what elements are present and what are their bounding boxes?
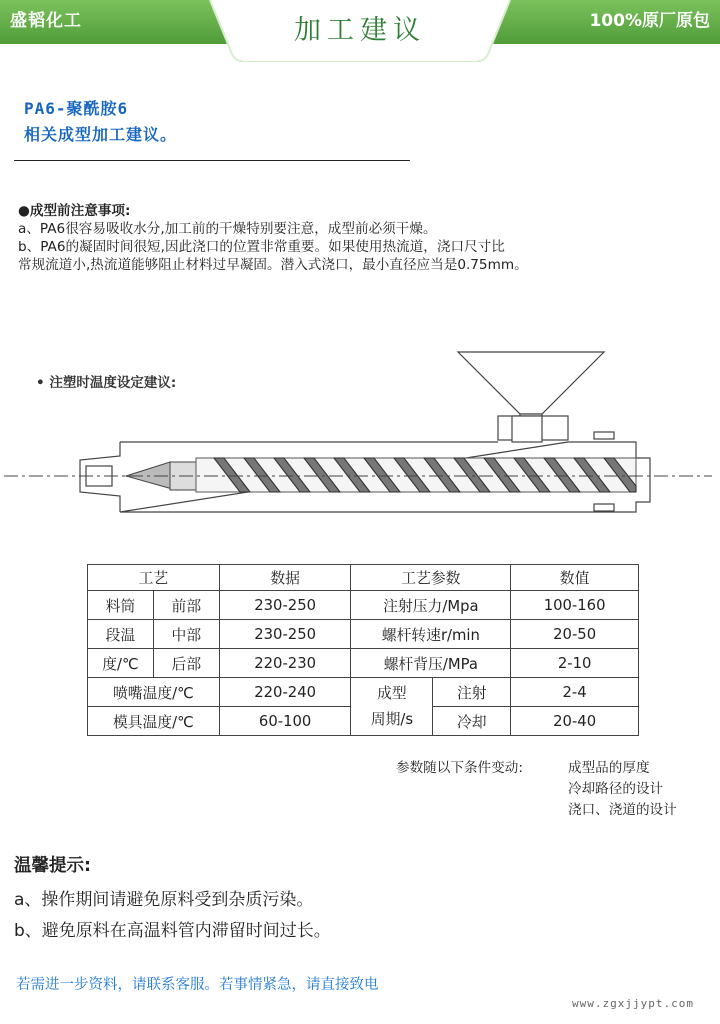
table-row — [88, 649, 639, 678]
intro-subtitle: 相关成型加工建议。 — [24, 125, 178, 144]
condition-item: 浇口、浇道的设计 — [568, 802, 677, 818]
data-cell: 230-250 — [219, 620, 351, 649]
param-cell: 螺杆转速r/min — [351, 620, 511, 649]
temperature-setting-label: • 注塑时温度设定建议: — [36, 375, 177, 391]
conditions-label: 参数随以下条件变动: — [396, 760, 523, 776]
original-package-badge: 100%原厂原包 — [589, 11, 710, 31]
note-b-line1: b、PA6的凝固时间很短,因此浇口的位置非常重要。如果使用热流道，浇口尺寸比 — [18, 239, 505, 255]
table-row — [88, 591, 639, 620]
barrel-label-2: 段温 — [88, 620, 154, 649]
tips-heading: 温馨提示: — [14, 856, 91, 876]
nozzle-temp-data: 220-240 — [219, 678, 351, 707]
header-data: 数据 — [219, 565, 351, 591]
screw-flights — [196, 458, 636, 492]
barrel-label-1: 料筒 — [88, 591, 154, 620]
page-title: 加工建议 — [294, 15, 426, 46]
zone-cell: 前部 — [153, 591, 219, 620]
cycle-label-line1: 成型 — [377, 684, 407, 702]
cycle-value-cell: 20-40 — [511, 707, 639, 736]
table-row — [88, 620, 639, 649]
param-cell: 注射压力/Mpa — [351, 591, 511, 620]
barrel-label-3: 度/℃ — [88, 649, 154, 678]
zone-cell: 中部 — [153, 620, 219, 649]
cycle-value-cell: 2-4 — [511, 678, 639, 707]
table-row — [88, 678, 639, 707]
cycle-phase-cell: 注射 — [433, 678, 511, 707]
note-a: a、PA6很容易吸收水分,加工前的干燥特别要注意，成型前必须干燥。 — [18, 221, 437, 237]
condition-item: 成型品的厚度 — [568, 760, 650, 776]
header-value: 数值 — [511, 565, 639, 591]
injection-screw-diagram — [0, 340, 720, 540]
cycle-label-line2: 周期/s — [370, 710, 414, 728]
value-cell: 100-160 — [511, 591, 639, 620]
brand-name: 盛韬化工 — [10, 11, 82, 31]
value-cell: 2-10 — [511, 649, 639, 678]
condition-item: 冷却路径的设计 — [568, 781, 664, 797]
note-b-line2: 常规流道小,热流道能够阻止材料过早凝固。潜入式浇口，最小直径应当是0.75mm。 — [18, 257, 528, 273]
param-cell: 螺杆背压/MPa — [351, 649, 511, 678]
nozzle-temp-label: 喷嘴温度/℃ — [88, 678, 220, 707]
material-name: PA6-聚酰胺6 — [24, 99, 129, 118]
pre-molding-notes — [18, 202, 708, 274]
mold-temp-label: 模具温度/℃ — [88, 707, 220, 736]
cycle-label-cell — [351, 678, 433, 736]
data-cell: 230-250 — [219, 591, 351, 620]
hopper-icon — [458, 352, 604, 442]
parameter-conditions — [396, 758, 677, 821]
zone-cell: 后部 — [153, 649, 219, 678]
data-cell: 220-230 — [219, 649, 351, 678]
intro-divider — [14, 160, 410, 161]
tip-b: b、避免原料在高温料管内滞留时间过长。 — [14, 921, 331, 941]
cycle-phase-cell: 冷却 — [433, 707, 511, 736]
site-watermark: www.zgxjjypt.com — [572, 997, 694, 1010]
header-parameter: 工艺参数 — [351, 565, 511, 591]
mold-temp-data: 60-100 — [219, 707, 351, 736]
value-cell: 20-50 — [511, 620, 639, 649]
notes-heading: ●成型前注意事项: — [18, 203, 131, 219]
table-header-row — [88, 565, 639, 591]
process-parameters-table — [87, 564, 639, 736]
intro-block — [24, 96, 177, 148]
contact-note: 若需进一步资料，请联系客服。若事情紧急，请直接致电 — [16, 977, 379, 993]
tip-a: a、操作期间请避免原料受到杂质污染。 — [14, 890, 314, 910]
page-header — [0, 0, 720, 62]
header-process: 工艺 — [88, 565, 220, 591]
